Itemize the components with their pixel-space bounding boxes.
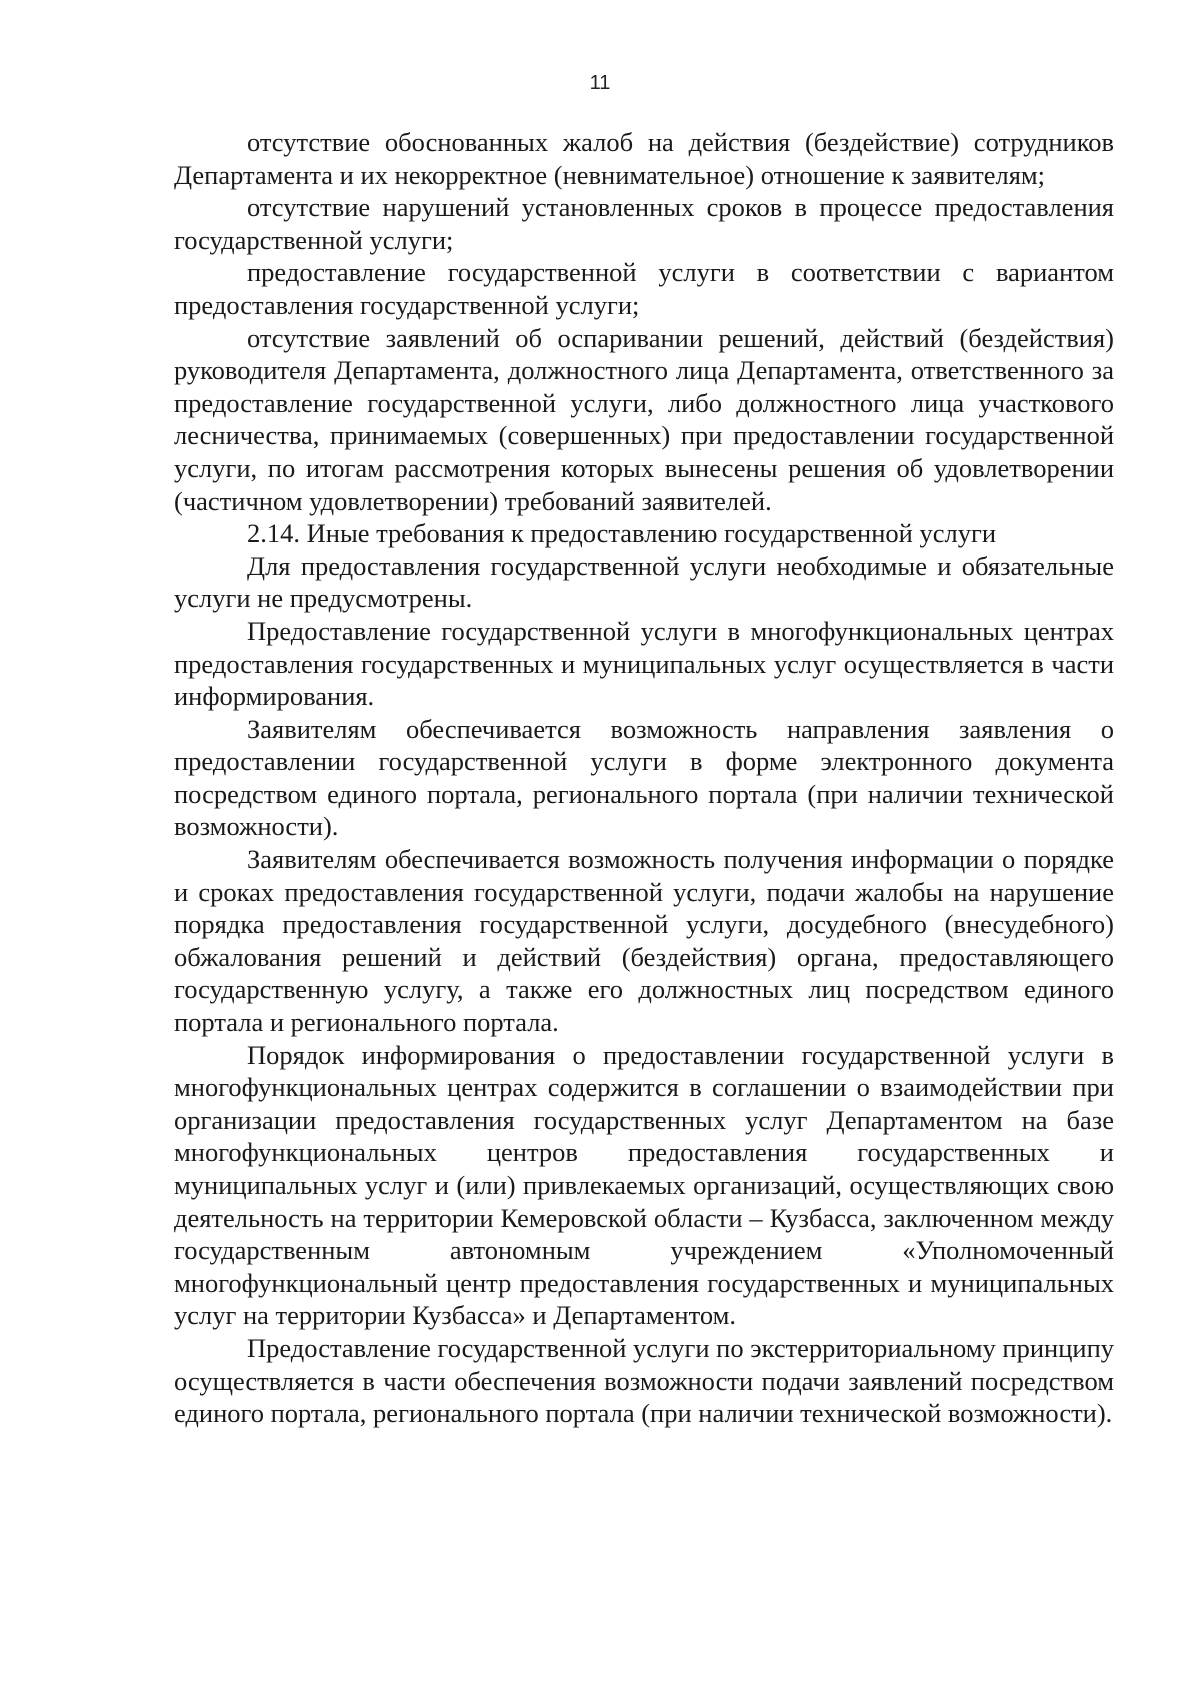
section-heading-2-14: 2.14. Иные требования к предоставлению государственной услуги <box>247 518 997 549</box>
document-body <box>174 126 1114 1430</box>
page-number: 11 <box>589 72 611 94</box>
paragraph-mfc-informing: Предоставление государственной услуги в многофункциональных центрах предоставления государственных и муниципальных услуг осуществляется в части информирования. <box>174 615 1114 712</box>
paragraph-electronic-application: Заявителям обеспечивается возможность направления заявления о предоставлении государственной услуги в форме электронного документа посредством единого портала, регионального портала (при наличии технической возможности). <box>174 713 1114 842</box>
paragraph-mfc-agreement: Порядок информирования о предоставлении государственной услуги в многофункциональных центрах содержится в соглашении о взаимодействии при организации предоставления государственных услуг Департаментом на базе многофункциональных центров предоставления государственных и муниципальных услуг и (или) привлекаемых организаций, осуществляющих свою деятельность на территории Кемеровской области – Кузбасса, заключенном между государственным автономным учреждением «Уполномоченный многофункциональный центр предоставления государственных и муниципальных услуг на территории Кузбасса» и Департаментом. <box>174 1039 1114 1331</box>
paragraph-no-disputes: отсутствие заявлений об оспаривании решений, действий (бездействия) руководителя Департамента, должностного лица Департамента, ответственного за предоставление государственной услуги, либо должностного лица участкового лесничества, принимаемых (совершенных) при предоставлении государственной услуги, по итогам рассмотрения которых вынесены решения об удовлетворении (частичном удовлетворении) требований заявителей. <box>174 322 1114 516</box>
paragraph-service-variant: предоставление государственной услуги в соответствии с вариантом предоставления государственной услуги; <box>174 257 1114 320</box>
paragraph-no-complaints: отсутствие обоснованных жалоб на действия (бездействие) сотрудников Департамента и их некорректное (невнимательное) отношение к заявителям; <box>174 127 1114 190</box>
paragraph-extraterritorial: Предоставление государственной услуги по экстерриториальному принципу осуществляется в части обеспечения возможности подачи заявлений посредством единого портала, регионального портала (при наличии технической возможности). <box>174 1332 1114 1429</box>
paragraph-mandatory-services: Для предоставления государственной услуги необходимые и обязательные услуги не предусмотрены. <box>174 550 1114 614</box>
paragraph-information-access: Заявителям обеспечивается возможность получения информации о порядке и сроках предоставления государственной услуги, подачи жалобы на нарушение порядка предоставления государственной услуги, досудебного (внесудебного) обжалования решений и действий (бездействия) органа, предоставляющего государственную услугу, а также его должностных лиц посредством единого портала и регионального портала. <box>174 844 1114 1038</box>
paragraph-no-deadline-violations: отсутствие нарушений установленных сроков в процессе предоставления государственной услуги; <box>174 192 1114 255</box>
